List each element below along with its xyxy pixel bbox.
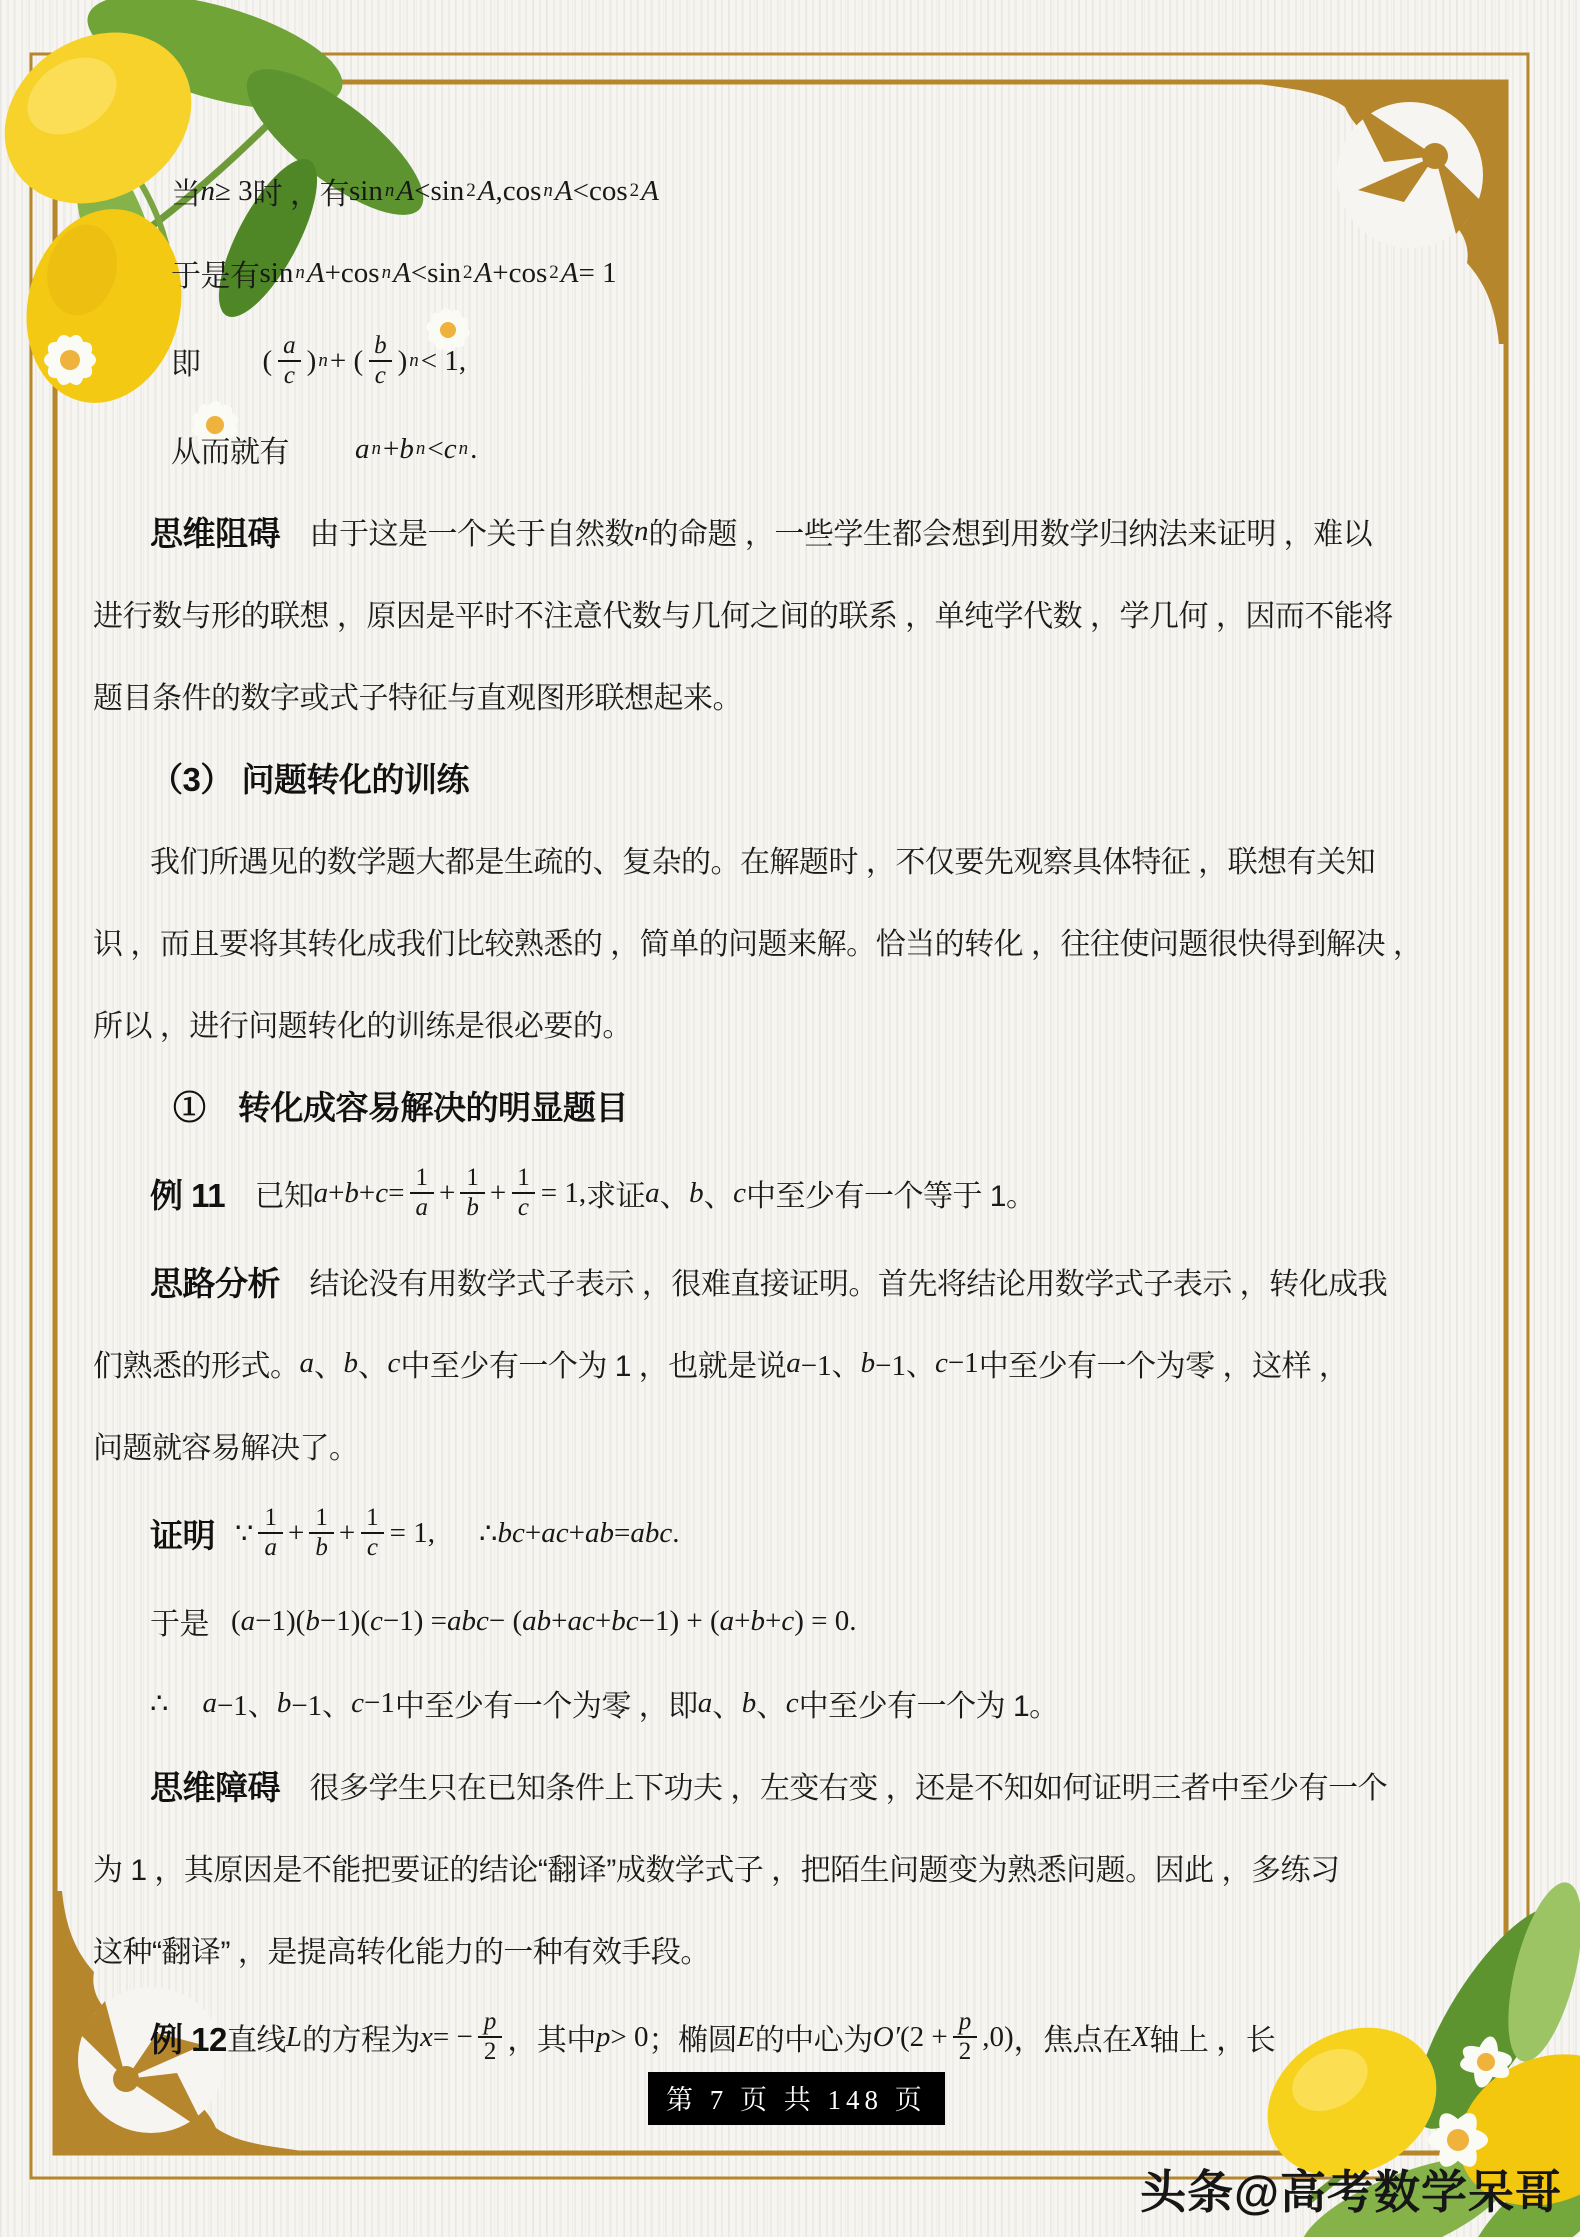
text-line: （3） 问题转化的训练 [150, 760, 470, 798]
text-line: 们熟悉的形式。 a 、 b 、 c 中至少有一个为 1 ，也就是说 a −1、 b −1、 c −1 中至少有一个为零 ，这样 ， [93, 1346, 1349, 1383]
text-line: 例 12 直线 L 的方程为 x = − $\frac{p}{2}$ ，其中 p > 0 ；椭圆 E 的中心为 O′ (2 + $\frac{p}{2}$ ,0) ，焦点在 X 轴上 ，长 [150, 2008, 1276, 2065]
text-line: 于是有 sin n A + cos n A < sin 2 A + cos 2 A = 1 [171, 256, 617, 293]
text-line: 问题就容易解决了。 [93, 1432, 359, 1465]
watermark-text: 头条@高考数学呆哥 [1140, 2166, 1562, 2218]
text-line: 证明 ∵ $\frac{1}{a}$ + $\frac{1}{b}$ + $\frac{1}{c}$ = 1, ∴ bc + ac + ab = abc . [150, 1504, 680, 1561]
text-line: 当 n ≥ 3 时 ，有 sin n A < sin 2 A , cos n A < cos 2 A [171, 174, 659, 211]
text-line: 所以 ，进行问题转化的训练是很必要的。 [93, 1010, 632, 1043]
text-line: 即 ( $\frac{a}{c}$ ) n + ( $\frac{b}{c}$ ) n < 1, [171, 332, 467, 389]
text-line: 题目条件的数字或式子特征与直观图形联想起来。 [93, 682, 742, 715]
text-line: ∴ a −1、 b −1、 c −1 中至少有一个为零 ，即 a 、 b 、 c 中至少有一个为 1。 [150, 1686, 1059, 1723]
text-line: 从而就有 a n + b n < c n . [171, 432, 478, 469]
text-line: 进行数与形的联想 ，原因是平时不注意代数与几何之间的联系 ，单纯学代数 ，学几何 ，因而不能将 [93, 600, 1393, 633]
text-line: ① 转化成容易解决的明显题目 [173, 1088, 628, 1126]
page-text-content [93, 150, 1553, 2084]
page-number-badge: 第 7 页 共 148 页 [648, 2072, 945, 2125]
text-line: 这种“翻译” ，是提高转化能力的一种有效手段。 [93, 1936, 710, 1969]
text-line: 为 1 ，其原因是不能把要证的结论“翻译”成数学式子 ，把陌生问题变为熟悉问题。因此 ，多练习 [93, 1854, 1340, 1887]
text-line: 例 11 已知 a + b + c = $\frac{1}{a}$ + $\frac{1}{b}$ + $\frac{1}{c}$ = 1, 求证 a 、 b 、 c 中至少有一个等于 1。 [150, 1164, 1036, 1221]
text-line: 于是 ( a −1)( b −1)( c −1) = abc − ( ab + ac + bc −1) + ( a + b + c ) = 0. [150, 1604, 857, 1641]
text-line: 思维障碍 很多学生只在已知条件上下功夫 ，左变右变 ，还是不知如何证明三者中至少有一个 [150, 1768, 1388, 1806]
text-line: 我们所遇见的数学题大都是生疏的、复杂的。在解题时 ，不仅要先观察具体特征 ，联想有关知 [150, 846, 1376, 879]
text-line: 思维阻碍 由于这是一个关于自然数 n 的命题 ，一些学生都会想到用数学归纳法来证明 ，难以 [150, 514, 1373, 552]
text-line: 思路分析 结论没有用数学式子表示 ，很难直接证明。首先将结论用数学式子表示 ，转化成我 [150, 1264, 1388, 1302]
text-line: 识 ，而且要将其转化成我们比较熟悉的 ，简单的问题来解。恰当的转化 ，往往使问题很快得到解决 ， [93, 928, 1423, 961]
